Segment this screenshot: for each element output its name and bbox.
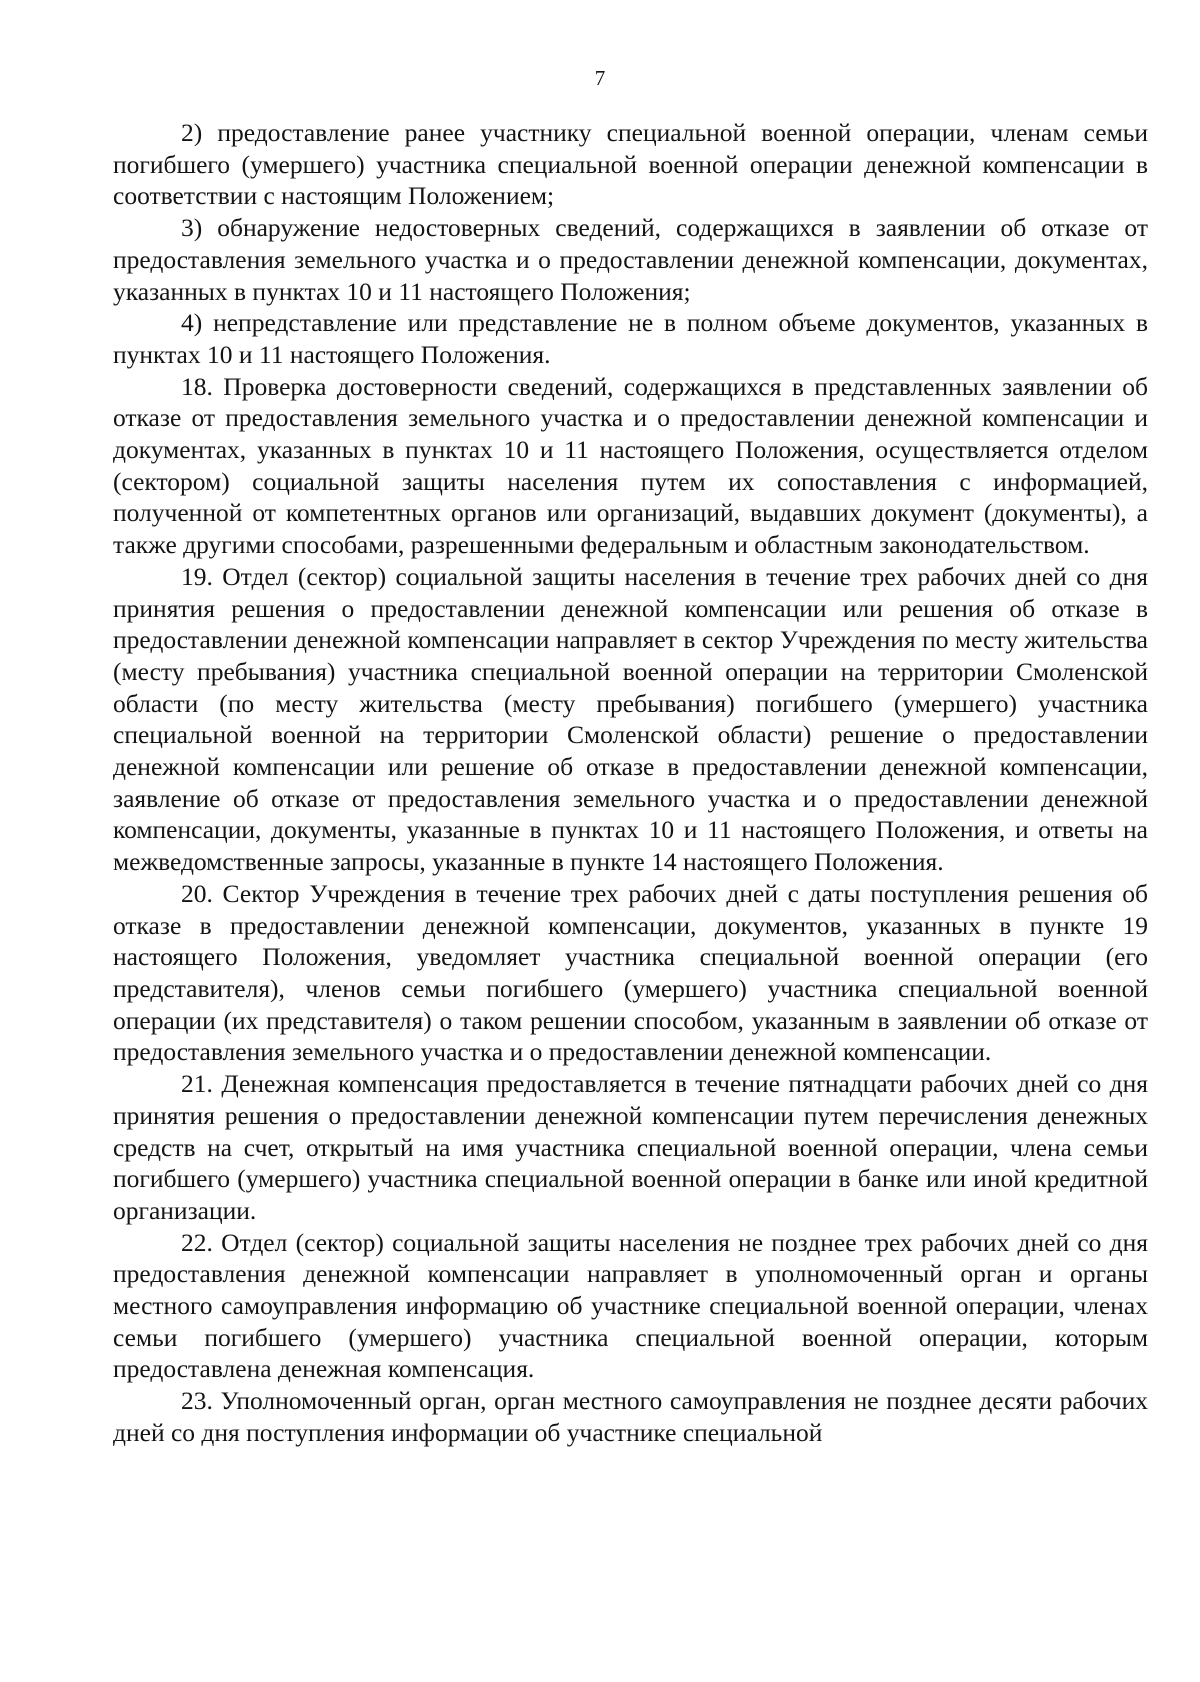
paragraph-20: 20. Сектор Учреждения в течение трех рабочих дней с даты поступления решения об отказе в предоставлении денежной компенсации, документов, указанных в пункте 19 настоящего Положения, уведомляет участника специальной военной операции (его представителя), членов семьи погибшего (умершего) участника специальной военной операции (их представителя) о таком решении способом, указанным в заявлении об отказе от предоставления земельного участка и о предоставлении денежной компенсации.	[113, 878, 1148, 1067]
paragraph-item-2: 2) предоставление ранее участнику специальной военной операции, членам семьи погибшего (умершего) участника специальной военной операции денежной компенсации в соответствии с настоящим Положением;	[113, 118, 1148, 211]
paragraph-23: 23. Уполномоченный орган, орган местного самоуправления не позднее десяти рабочих дней со дня поступления информации об участнике специальной	[113, 1386, 1148, 1447]
paragraph-18: 18. Проверка достоверности сведений, содержащихся в представленных заявлении об отказе от предоставления земельного участка и о предоставлении денежной компенсации и документах, указанных в пунктах 10 и 11 настоящего Положения, осуществляется отделом (сектором) социальной защиты населения путем их сопоставления с информацией, полученной от компетентных органов или организаций, выдавших документ (документы), а также другими способами, разрешенными федеральным и областным законодательством.	[113, 371, 1148, 560]
page-number: 7	[594, 66, 606, 90]
paragraph-19: 19. Отдел (сектор) социальной защиты населения в течение трех рабочих дней со дня принятия решения о предоставлении денежной компенсации или решения об отказе в предоставлении денежной компенсации направляет в сектор Учреждения по месту жительства (месту пребывания) участника специальной военной операции на территории Смоленской области (по месту жительства (месту пребывания) погибшего (умершего) участника специальной военной на территории Смоленской области) решение о предоставлении денежной компенсации или решение об отказе в предоставлении денежной компенсации, заявление об отказе от предоставления земельного участка и о предоставлении денежной компенсации, документы, указанные в пунктах 10 и 11 настоящего Положения, и ответы на межведомственные запросы, указанные в пункте 14 настоящего Положения.	[113, 561, 1148, 877]
paragraph-22: 22. Отдел (сектор) социальной защиты населения не позднее трех рабочих дней со дня предоставления денежной компенсации направляет в уполномоченный орган и органы местного самоуправления информацию об участнике специальной военной операции, членах семьи погибшего (умершего) участника специальной военной операции, которым предоставлена денежная компенсация.	[113, 1227, 1148, 1384]
paragraph-21: 21. Денежная компенсация предоставляется в течение пятнадцати рабочих дней со дня принятия решения о предоставлении денежной компенсации путем перечисления денежных средств на счет, открытый на имя участника специальной военной операции, члена семьи погибшего (умершего) участника специальной военной операции в банке или иной кредитной организации.	[113, 1069, 1148, 1225]
paragraph-item-4: 4) непредставление или представление не в полном объеме документов, указанных в пунктах 10 и 11 настоящего Положения.	[113, 308, 1148, 369]
paragraph-item-3: 3) обнаружение недостоверных сведений, содержащихся в заявлении об отказе от предоставления земельного участка и о предоставлении денежной компенсации, документах, указанных в пунктах 10 и 11 настоящего Положения;	[113, 213, 1148, 306]
document-body	[113, 117, 1148, 1449]
